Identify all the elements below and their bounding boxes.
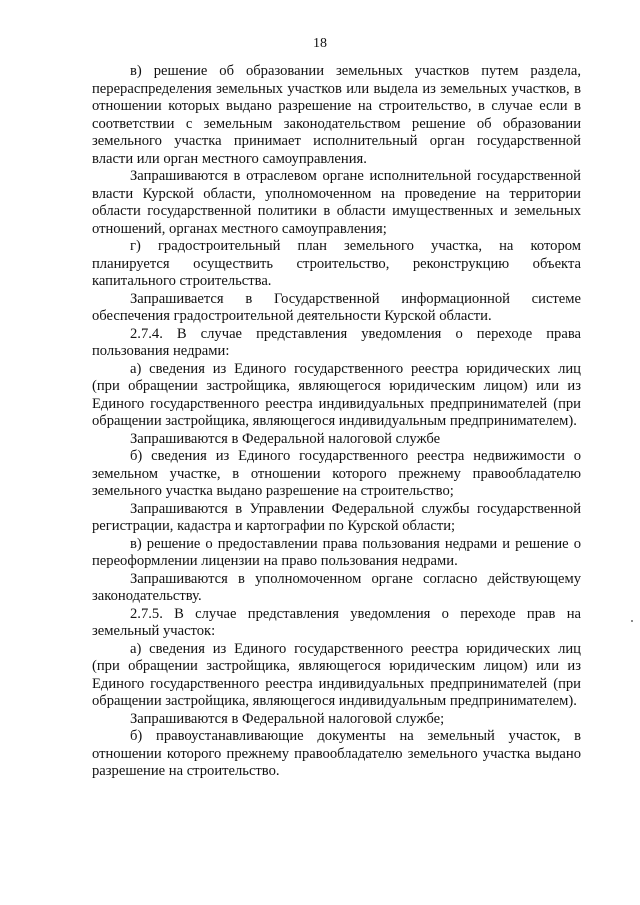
paragraph-egrul-egrip-2: а) сведения из Единого государственного реестра юридических лиц (при обращении застройщика, являющегося юридическим лицом) или из Единого государственного реестра индивидуальных предпринимателей (при обращении застройщика, являющегося индивидуальным предпринимателем). (92, 640, 581, 709)
paragraph-requested-rosreestr: Запрашиваются в Управлении Федеральной службы государственной регистрации, кадастра и картографии по Курской области; (92, 500, 581, 534)
paragraph-section-2-7-5: 2.7.5. В случае представления уведомления о переходе прав на земельный участок: (92, 605, 581, 639)
paragraph-subsoil-decision: в) решение о предоставлении права пользования недрами и решение о переоформлении лицензии на право пользования недрами. (92, 535, 581, 569)
paragraph-requested-gisogd: Запрашивается в Государственной информационной системе обеспечения градостроительной деятельности Курской области. (92, 290, 581, 324)
paragraph-urban-plan: г) градостроительный план земельного участка, на котором планируется осуществить строительство, реконструкцию объекта капитального строительства. (92, 238, 581, 289)
paragraph-egrul-egrip-1: а) сведения из Единого государственного реестра юридических лиц (при обращении застройщика, являющегося юридическим лицом) или из Единого государственного реестра индивидуальных предпринимателей (при обращении застройщика, являющегося индивидуальным предпринимателем). (92, 360, 581, 429)
paragraph-egrn: б) сведения из Единого государственного реестра недвижимости о земельном участке, в отношении которого прежнему правообладателю земельного участка выдано разрешение на строительство; (92, 448, 581, 499)
document-body (92, 63, 581, 781)
paragraph-requested-tax-service-2: Запрашиваются в Федеральной налоговой службе; (130, 710, 445, 727)
scan-speck (631, 620, 633, 622)
paragraph-requested-regional-authority: Запрашиваются в отраслевом органе исполнительной государственной власти Курской области, уполномоченном на проведение на территории области государственной политики в области имущественных и земельных отношений, органах местного самоуправления; (92, 168, 581, 237)
paragraph-section-2-7-4: 2.7.4. В случае представления уведомления о переходе права пользования недрами: (92, 325, 581, 359)
page-number: 18 (313, 36, 327, 51)
paragraph-requested-authorized-body: Запрашиваются в уполномоченном органе согласно действующему законодательству. (92, 570, 581, 604)
paragraph-decision-land-plots: в) решение об образовании земельных участков путем раздела, перераспределения земельных участков или выдела из земельных участков, в отношении которых выдано разрешение на строительство, в случае если в соответствии с земельным законодательством решение об образовании земельного участка принимает исполнительный орган государственной власти или орган местного самоуправления. (92, 63, 581, 167)
paragraph-title-documents: б) правоустанавливающие документы на земельный участок, в отношении которого прежнему правообладателю земельного участка выдано разрешение на строительство. (92, 728, 581, 779)
paragraph-requested-tax-service-1: Запрашиваются в Федеральной налоговой службе (130, 430, 441, 447)
